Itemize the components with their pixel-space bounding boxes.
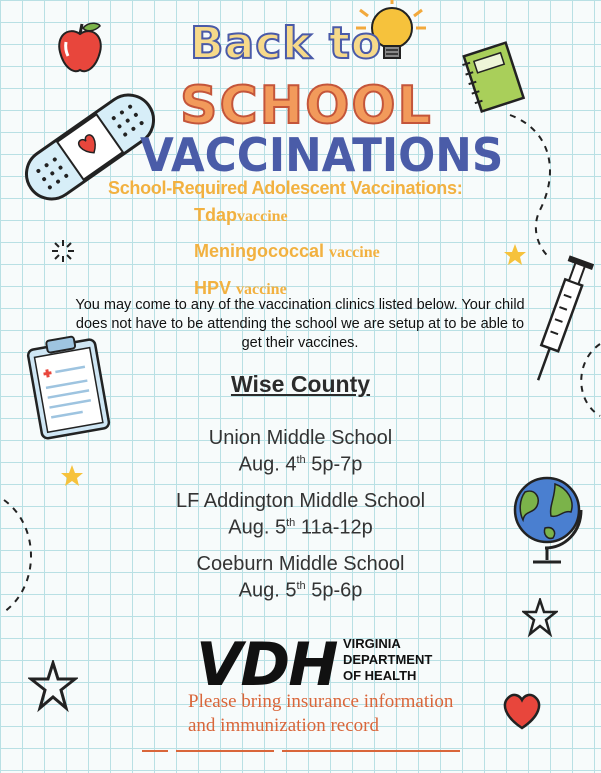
clinic-date: Aug. 4th 5p-7p xyxy=(238,453,363,476)
vdh-logo-text: VIRGINIA DEPARTMENT OF HEALTH xyxy=(343,636,433,683)
clinic-date: Aug. 5th 5p-6p xyxy=(238,579,363,602)
footer-note: Please bring insurance information and immunization record xyxy=(188,691,454,736)
clinic-school: LF Addington Middle School xyxy=(175,490,426,512)
title-vaccinations: VACCINATIONS xyxy=(140,128,504,182)
apple-icon xyxy=(50,18,110,78)
footer-divider xyxy=(142,750,168,752)
clinic-item xyxy=(0,427,601,476)
vaccine-suffix: vaccine xyxy=(329,244,380,261)
clinic-item xyxy=(0,553,601,602)
vaccine-suffix: vaccine xyxy=(236,281,287,298)
clinic-school: Coeburn Middle School xyxy=(196,553,405,575)
star-icon xyxy=(503,243,527,267)
vaccine-item-tdap xyxy=(194,205,288,226)
clinic-item xyxy=(0,490,601,539)
vaccine-name: Tdap xyxy=(194,205,237,225)
star-outline-icon xyxy=(28,660,78,714)
footer-divider xyxy=(282,750,460,752)
clinic-school: Union Middle School xyxy=(208,427,393,449)
vaccine-suffix: vaccine xyxy=(237,208,288,225)
title-back-to: Back to xyxy=(190,18,383,69)
vaccine-name: HPV xyxy=(194,278,232,298)
clinic-info-text: You may come to any of the vaccination clinics listed below. Your child does not have to be attending the school we are setup at to be able to get their vaccines. xyxy=(75,297,525,351)
footer-divider xyxy=(176,750,274,752)
clinic-date: Aug. 5th 11a-12p xyxy=(228,516,373,539)
vaccine-item-meningococcal xyxy=(194,241,380,262)
sparkle-icon xyxy=(50,238,76,264)
notebook-icon xyxy=(458,38,530,118)
heart-icon xyxy=(500,690,544,730)
star-outline-icon xyxy=(522,598,558,638)
title-school: SCHOOL xyxy=(180,76,433,136)
vaccine-name: Meningococcal xyxy=(194,241,325,261)
vdh-logo: VDH xyxy=(196,630,337,700)
dashed-arc xyxy=(500,110,570,260)
county-heading: Wise County xyxy=(230,371,371,397)
subtitle: School-Required Adolescent Vaccinations: xyxy=(108,178,463,198)
